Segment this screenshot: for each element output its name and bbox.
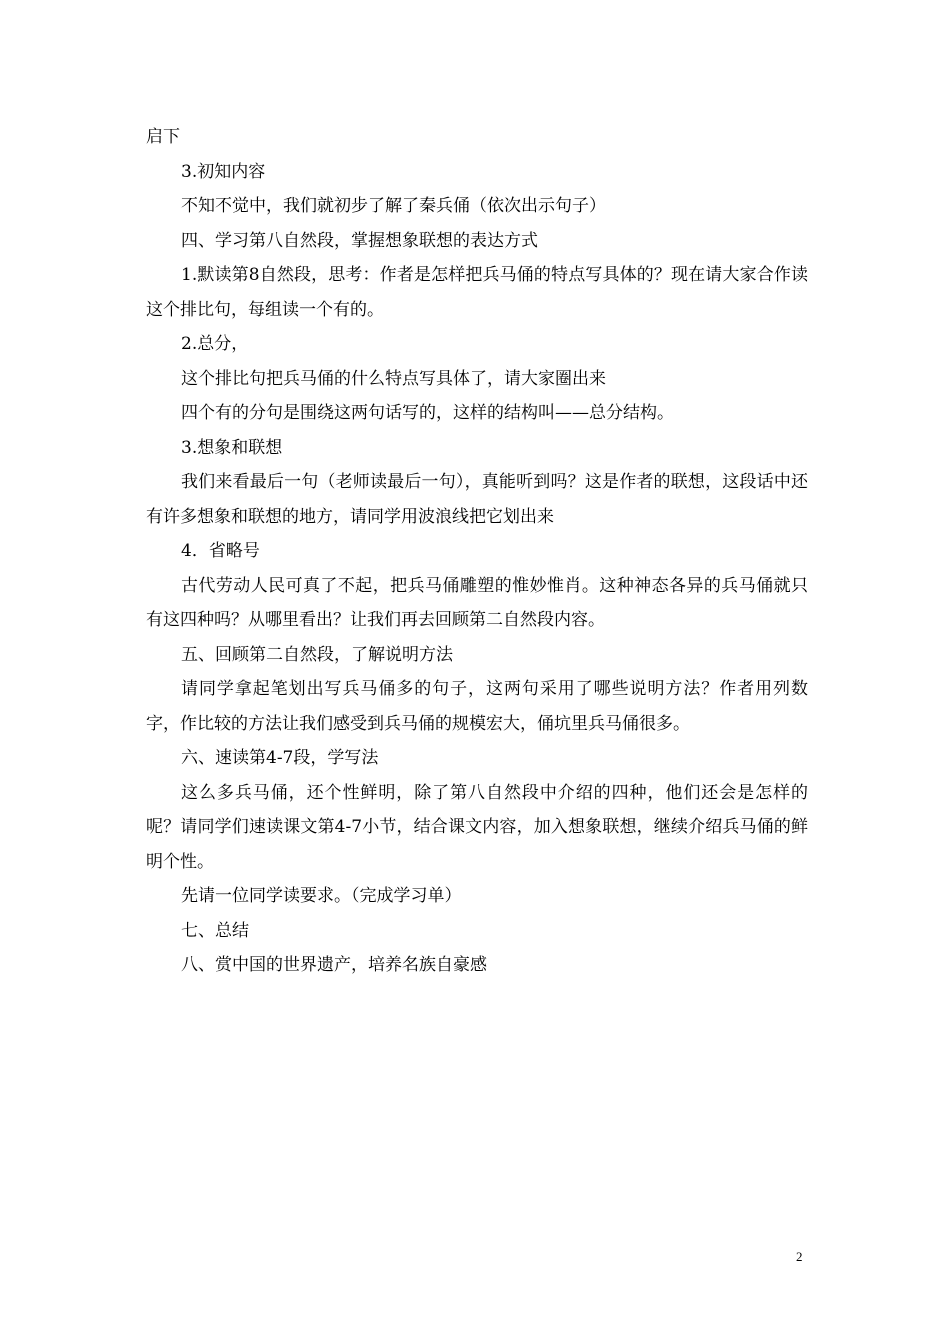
paragraph: 我们来看最后一句（老师读最后一句），真能听到吗？这是作者的联想，这段话中还有许多想象和联想的地方，请同学用波浪线把它划出来 xyxy=(146,472,808,527)
paragraph: 不知不觉中，我们就初步了解了秦兵俑（依次出示句子） xyxy=(181,196,606,216)
page-number: 2 xyxy=(796,1249,803,1264)
paragraph: 2.总分， xyxy=(181,334,249,354)
section-heading: 四、学习第八自然段，掌握想象联想的表达方式 xyxy=(181,230,538,251)
paragraph: 4．省略号 xyxy=(181,541,260,561)
paragraph: 四个有的分句是围绕这两句话写的，这样的结构叫——总分结构。 xyxy=(181,403,674,423)
paragraph: 请同学拿起笔划出写兵马俑多的句子，这两句采用了哪些说明方法？作者用列数字，作比较的方法让我们感受到兵马俑的规模宏大，俑坑里兵马俑很多。 xyxy=(146,679,808,734)
section-heading: 五、回顾第二自然段，了解说明方法 xyxy=(181,644,453,665)
paragraph: 启下 xyxy=(146,127,180,147)
paragraph: 这么多兵马俑，还个性鲜明，除了第八自然段中介绍的四种，他们还会是怎样的呢？请同学们速读课文第4-7小节，结合课文内容，加入想象联想，继续介绍兵马俑的鲜明个性。 xyxy=(146,782,808,872)
paragraph: 这个排比句把兵马俑的什么特点写具体了，请大家圈出来 xyxy=(181,368,606,389)
paragraph: 3.想象和联想 xyxy=(181,437,283,458)
paragraph: 3.初知内容 xyxy=(181,161,266,182)
section-heading: 八、赏中国的世界遗产，培养名族自豪感 xyxy=(181,955,487,975)
paragraph: 古代劳动人民可真了不起，把兵马俑雕塑的惟妙惟肖。这种神态各异的兵马俑就只有这四种吗？从哪里看出？让我们再去回顾第二自然段内容。 xyxy=(146,575,808,630)
paragraph: 先请一位同学读要求。（完成学习单） xyxy=(181,886,462,906)
document-body xyxy=(146,120,808,983)
section-heading: 六、速读第4-7段，学写法 xyxy=(181,748,379,768)
section-heading: 七、总结 xyxy=(181,920,249,941)
paragraph: 1.默读第8自然段，思考：作者是怎样把兵马俑的特点写具体的？现在请大家合作读这个排比句，每组读一个有的。 xyxy=(146,265,808,320)
